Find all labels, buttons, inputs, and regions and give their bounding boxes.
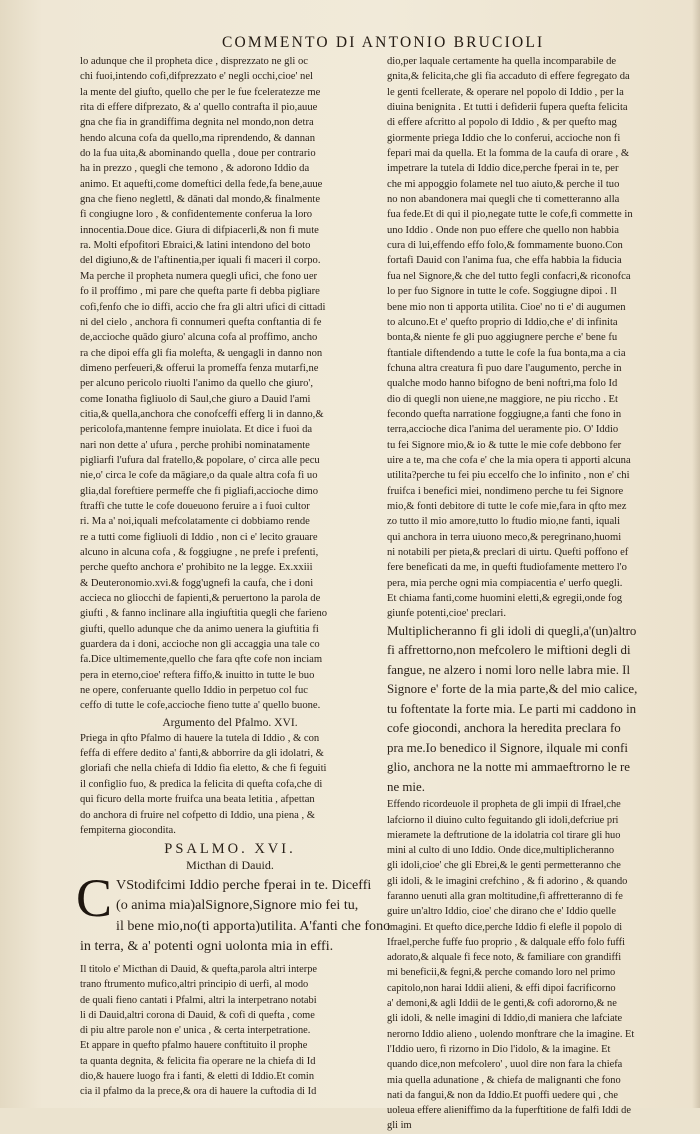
text-line: lo adunque che il propheta dice , disprezzato ne gli oc [80, 56, 308, 67]
text-line: citia,& quella,anchora che conofceffi efferg li in danno,& [80, 408, 324, 420]
text-line: la mente del giufto, quello che per le fue fceleratezze me [80, 86, 321, 98]
commentary-line: cia il pfalmo da la prece,& ora di hauere la cuftodia di Id [80, 1086, 317, 1098]
commentary-line: gli idoli,cioe' che gli Ebrei,& le genti permetteranno che [387, 860, 621, 872]
text-line: mio,& fonti debitore di tutte le cofe mie,fara in qfto mez [387, 500, 627, 512]
text-line: dimeno perfeueri,& offerui la promeffa fenza mutarfi,ne [80, 362, 319, 374]
right-commentary-continuation [387, 797, 692, 1134]
argument-line: il configlio fuo, & predica la felicita di quefta cofa,che di [80, 778, 323, 790]
verse-line: cofe giocondi, anchora la heredita preclara fo [387, 721, 621, 736]
right-column [387, 54, 692, 1134]
text-line: giufti, quello adunque che da animo uenera la giuftitia fi [80, 623, 319, 635]
verse-line: (o anima mia)alSignore,Signore mio fei tu, [116, 897, 359, 914]
text-line: giormente priega Iddio che lo conferui, accioche non fi [387, 132, 621, 144]
text-line: pera in eterno,cioe' reftera fiffo,& inuitto in tutte le buo [80, 669, 315, 681]
text-line: uire a te, ma che cofa e' che la mia opera ti apporti alcuna [387, 454, 631, 466]
commentary-line: gli im [387, 1120, 412, 1132]
text-line: fortafi Dauid con l'anima fua, che effa habbia la fiducia [387, 255, 622, 267]
argument-line: Priega in qfto Pfalmo di hauere la tutela di Iddio , & con [80, 732, 320, 744]
commentary-line: ta quanta degnita, & felicita fia operare ne la chiefa di Id [80, 1055, 316, 1067]
text-line: to alcuno.Et e' quefto proprio di Iddio,che e' di infinita [387, 316, 618, 328]
text-line: ni del cielo , anchora fi connumeri quefta conftantia di fe [80, 316, 322, 328]
text-line: gnita,& felicita,che gli fia accaduto di effere fegregato da [387, 71, 630, 83]
verse-line: il bene mio,no(ti apporta)utilita. A'fanti che fono [116, 917, 391, 934]
verse-line: glio, anchora ne la notte mi ammaeftrorno le re [387, 760, 631, 775]
commentary-line: li di Dauid,altri corona di Dauid, & cofi di quefta , come [80, 1009, 315, 1021]
text-line: lo per fuo Signore in tutte le cofe. Soggiugne dipoi . Il [387, 286, 617, 298]
argument-line: fempiterna giocondita. [80, 824, 176, 836]
psalm-verse-block [76, 868, 391, 956]
text-line: nari non dette a' ufura , perche prohibi nominatamente [80, 439, 310, 451]
text-line: Et chiama fanti,come huomini eletti,& egregii,onde fog [387, 593, 623, 605]
text-line: alcuno in alcuna cofa , & foggiugne , ne prefe i prefenti, [80, 547, 319, 558]
argument-heading: Argumento del Pfalmo. XVI. [162, 715, 298, 729]
verse-line: fangue, ne alzero i nomi loro nelle labra mie. Il [387, 662, 631, 677]
argument-line: do anchora di fruire nel cofpetto di Iddio, una piena , & [80, 809, 316, 821]
commentary-line: de quali fieno cantati i Pfalmi, altri la interpetrano notabi [80, 994, 317, 1006]
text-line: giunfe potenti,cioe' preclari. [387, 608, 506, 620]
text-line: del digiuno,& de l'aftinentia,per iquali fi maceri il corpo. [80, 255, 321, 267]
verse-line: VStodifcimi Iddio perche fperai in te. Diceffi [116, 877, 372, 894]
verse-line: Multiplicheranno fi gli idoli di quegli,a'(un)altro [387, 623, 637, 638]
text-line: che mi appoggio folamete nel tuo aiuto,& perche il tuo [387, 178, 620, 190]
commentary-line: l'Iddio uero, fi rizorno in Dio l'idolo, & la imagine. Et [387, 1043, 611, 1055]
text-line: gna che fieno neglettl, & dānati dal mondo,& finalmente [80, 194, 321, 206]
text-line: no non abandonera mai quegli che ti cometteranno alla [387, 194, 620, 206]
page-edge-shadow [692, 0, 700, 1108]
text-line: per alcuno pericolo riuolti l'animo da quello che giuro', [80, 378, 313, 390]
commentary-line: mini al culto di uno Iddio. Onde dice,multiplicheranno [387, 845, 615, 857]
text-line: ra. Molti efpofitori Ebraici,& latini intendono del boto [80, 240, 311, 252]
argument-line: qui ficuro della morte fruifca una beata letitia , afpettan [80, 794, 315, 806]
text-line: fua nel Signore,& che del tutto fegli confacri,& riconofca [387, 270, 631, 282]
text-line: nie,o' circa le cofe da māgiare,o da quale altra cofa fi uo [80, 470, 318, 482]
commentary-line: di piu altre parole non e' unica , & certa interpetratione. [80, 1025, 311, 1037]
argument-paragraph [80, 731, 380, 838]
text-line: glia,dal foreftiere permeffe che fi pigliafi,accioche dimo [80, 485, 319, 497]
text-line: di effere afcritto al popolo di Iddio , & per quefto mag [387, 117, 617, 129]
left-column [76, 54, 391, 1100]
text-line: re a tutti come figliuoli di Iddio , non ci e' lecito grauare [80, 531, 318, 543]
text-line: terra,accioche dica l'anima del ueramente pio. O' Iddio [387, 424, 619, 436]
text-line: fepari mai da quella. Et la fomma de la caufa di orare , & [387, 148, 630, 160]
commentary-line: Effendo ricordeuole il propheta de gli impii di Ifrael,che [387, 799, 621, 811]
commentary-line: adorato,& alquale fi fece noto, & familiare con grandiffi [387, 952, 622, 964]
psalm-verse-lines [80, 875, 391, 956]
text-line: animo. Et aquefti,come domeftici della fede,fa bene,auue [80, 178, 323, 190]
text-line: ftantiale diftendendo a tutte le cofe la fua bonta,ma a cia [387, 347, 626, 359]
text-line: fo il proffimo , mi pare che quefta parte fi debba pigliare [80, 286, 320, 298]
right-commentary-paragraph [387, 54, 692, 622]
text-line: innocentia.Doue dice. Giura di difpiacerli,& non fi mute [80, 224, 319, 236]
text-line: ceffo di tutte le cofe,accioche fieno tutte a' quello buone. [80, 700, 321, 712]
text-line: & Deuteronomio.xvi.& fogg'ugnefi la caufa, che i doni [80, 577, 314, 589]
text-line: utilita?perche tu fei piu eccelfo che lo infinito , non e' chi [387, 470, 630, 482]
psalm-title: PSALMO. XVI. [164, 841, 296, 858]
text-line: pigliarfi l'ufura dal fratello,& popolare, o' circa alle pecu [80, 454, 320, 466]
text-line: accieca no gliocchi de fapienti,& peruertono la parola de [80, 593, 321, 605]
text-line: fchuna altra creatura fi puo dare l'augumento, perche in [387, 362, 622, 374]
text-line: fi congiugne loro , & confidentemente conferua la loro [80, 209, 313, 221]
text-line: qui anchora in terra uiuono meco,& peregrinano,huomi [387, 531, 622, 543]
psalm-verse-continuation [387, 622, 692, 798]
text-line: bonta,& niente fe gli puo aggiugnere perche e' bene fu [387, 332, 618, 344]
commentary-line: Et appare in quefto pfalmo hauere conftituito il prophe [80, 1040, 308, 1052]
text-line: le genti fcellerate, & operare nel popolo di Iddio , per la [387, 86, 624, 98]
commentary-line: mia quella adunatione , & chiefa de malignanti che fono [387, 1074, 621, 1086]
text-line: dio di quegli non uiene,ne maggiore, ne piu riccho . Et [387, 393, 618, 405]
commentary-line: mi beneficii,& fegni,& perche comando loro nel primo [387, 967, 616, 979]
commentary-line: trano ftrumento mufico,altri principio di uerfi, al modo [80, 979, 309, 991]
text-line: tu fei Signore mio,& io & tutte le mie cofe debbono fer [387, 439, 622, 451]
text-line: ri. Ma a' noi,iquali mefcolatamente ci dobbiamo rende [80, 516, 310, 528]
text-line: de,accioche quādo giuro' alcuna cofa al proffimo, ancho [80, 332, 318, 344]
text-line: do la fua uita,& abominando quella , doue per contrario [80, 148, 316, 160]
text-line: ftraffi che tutte le cofe doueuono feruire a i fuoi cultor [80, 500, 310, 512]
argument-line: gloriafi che nella chiefa di Iddio fia eletto, & che fi feguiti [80, 763, 327, 775]
left-commentary-paragraph [80, 54, 380, 714]
commentary-line: lafciorno il diuino culto feguitando gli idoli,defcriue pri [387, 814, 619, 826]
text-line: dio,per laquale certamente ha quella incomparabile de [387, 56, 617, 67]
text-line: gna che fia in grandiffima degnita nel mondo,non detra [80, 117, 314, 129]
text-line: cura di lui,effendo effo folo,& fommamente buono.Con [387, 240, 623, 252]
commentary-line: faranno uenuti alla gran moltitudine,fi affretteranno di fe [387, 891, 623, 902]
text-line: ni notabili per pieta,& preclari di uirtu. Quefti poffono ef [387, 547, 629, 558]
commentary-line: capitolo,non harai Iddii alieni, & effi dipoi facrificorno [387, 982, 616, 994]
verse-line: fi affrettorno,non mefcolero le miftioni degli di [387, 643, 631, 658]
commentary-line: a' demoni,& agli Iddii de le genti,& cofi adororno,& ne [387, 998, 617, 1010]
verse-line: pra me.Io benedico il Signore, ilquale mi confi [387, 740, 628, 755]
commentary-line: uoleua effere alieniffimo da la fuperftitione de falfi Iddi de [387, 1105, 631, 1117]
verse-line: in terra, & a' potenti ogni uolonta mia in effi. [80, 937, 334, 954]
text-line: zo tutto il mio amore,tutto lo ftudio mio,ne fanti, iquali [387, 516, 621, 528]
psalm-subtitle: Micthan di Dauid. [186, 858, 274, 873]
text-line: fecondo quefta narratione foggiugne,a fanti che fono in [387, 408, 622, 420]
commentary-line: guire un'altro Iddio, cioe' che dirano che e' Iddio quelle [387, 906, 616, 918]
text-line: pericolofa,mantenne fempre inuiolata. Et dice i fuoi da [80, 424, 313, 436]
text-line: impetrare la tutela di Iddio dice,perche fperai in te, per [387, 163, 619, 175]
drop-cap: C [76, 868, 113, 929]
text-line: ra che dipoi effa gli fia molefta, & uengagli in danno non [80, 347, 323, 359]
psalm-commentary [80, 962, 380, 1100]
text-line: fruifca i benefici miei, nondimeno perche tu fei Signore [387, 485, 624, 497]
text-line: fua fede.Et di qui il pio,negate tutte le cofe,fi commette in [387, 209, 633, 221]
commentary-line: Ifrael,perche fuffe fuo proprio , & dalquale effo folo fuffi [387, 936, 626, 948]
commentary-line: quando dice,non mefcolero' , uuol dire non fara la chiefa [387, 1059, 623, 1071]
text-line: chi fuoi,intendo cofi,difprezzato e' negli occhi,cioe' nel [80, 71, 313, 83]
commentary-line: nerorno Iddio alieno , uolendo monftrare che la imagine. Et [387, 1028, 635, 1040]
text-line: ha in prezzo , quegli che temono , & adorono Iddio da [80, 163, 310, 175]
verse-line: Signore e' forte de la mia parte,& del mio calice, [387, 682, 638, 697]
commentary-line: gli idoli, & le imagini crefchino , & fi adorino , & quando [387, 875, 628, 887]
commentary-line: Il titolo e' Micthan di Dauid, & quefta,parola altri interpe [80, 964, 318, 975]
text-line: Ma perche il propheta numera quegli ufici, che fono uer [80, 270, 318, 282]
text-line: fere beneficati da me, in quefti ftudiofamente mettero l'o [387, 562, 627, 574]
commentary-line: gli idoli, & nelle imagini di Iddio,di maniera che lafciate [387, 1013, 623, 1025]
argument-line: feffa di effere dedito a' fanti,& abborrire da gli idolatri, & [80, 748, 324, 760]
commentary-line: imagini. Et quefto dice,perche Iddio fi elefle il popolo di [387, 921, 623, 933]
text-line: rita di effere difprezato, & a' quello contrafta il pio,auue [80, 102, 318, 114]
text-line: hendo alcuna cofa da quello,ma riprendendo, & dannan [80, 132, 316, 144]
text-line: giufti , & fanno inclinare alla ingiuftitia quegli che farieno [80, 608, 328, 620]
text-line: guardera da i doni, accioche non gli accaggia una tale co [80, 639, 320, 651]
text-line: ne opere, conferuante quello Iddio in perpetuo col fuc [80, 685, 308, 697]
verse-line: ne mie. [387, 779, 425, 794]
text-line: cofi,fenfo che io diffi, accio che fra gli altri ufici di cittadi [80, 301, 326, 313]
text-line: perche quefto anchora e' prohibito ne la legge. Ex.xxiii [80, 562, 313, 574]
running-head: COMMENTO DI ANTONIO BRUCIOLI [222, 34, 545, 51]
text-line: pera, mia perche ogni mia compiacentia e' uerfo quegli. [387, 577, 623, 589]
commentary-line: nati da fangui,& non da Iddio.Et puoffi uedere qui , che [387, 1089, 618, 1101]
text-line: bene mio non ti apporta utilita. Cioe' no ti e' di augumen [387, 301, 626, 313]
text-line: qualche modo hanno bifogno de beni noftri,ma folo Id [387, 378, 618, 390]
commentary-line: dio,& hauere luogo fra i fanti, & eletti di Iddio.Et comin [80, 1071, 315, 1083]
verse-line: tu foftentate la forte mia. Le parti mi caddono in [387, 701, 637, 716]
text-line: fa.Dice ultimemente,quello che fara qfte cofe non inciam [80, 654, 323, 666]
commentary-line: mieramete la deftrutione de la idolatria col tirare gli huo [387, 829, 621, 841]
text-line: diuina benignita . Et tutti i defiderii fupera quefta felicita [387, 102, 628, 114]
text-line: uno Iddio . Onde non puo effere che quello non habbia [387, 224, 619, 236]
text-line: come Ionatha figliuolo di Saul,che giuro a Dauid l'ami [80, 393, 311, 405]
